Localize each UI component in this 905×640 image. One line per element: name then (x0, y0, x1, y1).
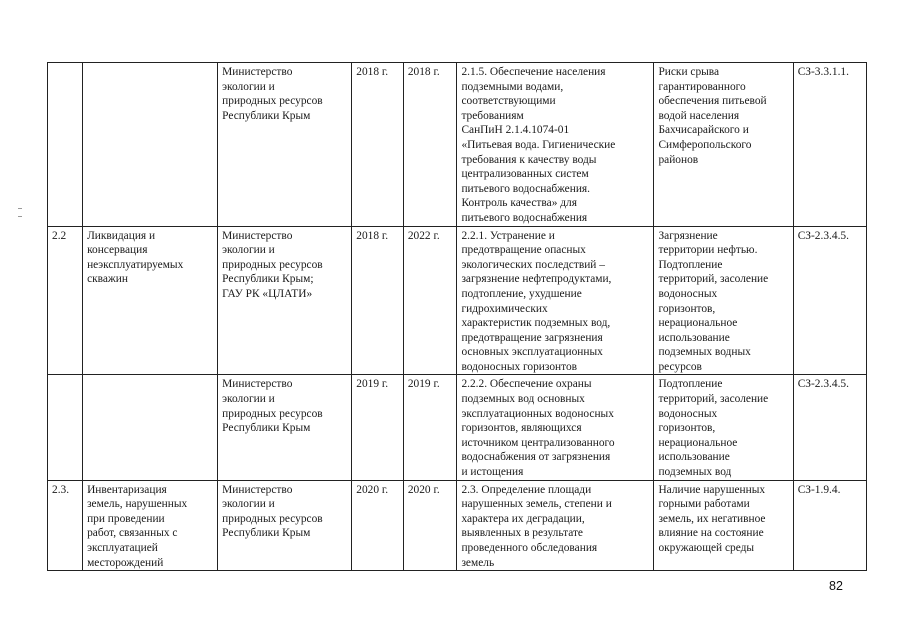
cell-year-end: 2019 г. (403, 375, 457, 480)
cell-code: СЗ-1.9.4. (793, 480, 866, 571)
cell-year-start: 2020 г. (352, 480, 404, 571)
cell-result: 2.1.5. Обеспечение населения подземными водами, соответствующими требованиям СанПиН 2.1.4.1074-01 «Питьевая вода. Гигиенические требования к качеству воды централизованных систем питьевого водоснабжения. Контроль качества» для питьевого водоснабжения (457, 63, 654, 227)
scan-margin-mark (18, 208, 22, 209)
cell-risk: Наличие нарушенных горными работами земель, их негативное влияние на состояние окружающей среды (654, 480, 793, 571)
cell-result: 2.2.2. Обеспечение охраны подземных вод основных эксплуатационных водоносных горизонтов, являющихся источником централизованного водоснабжения от загрязнения и истощения (457, 375, 654, 480)
scan-margin-mark (18, 216, 22, 217)
cell-risk: Риски срыва гарантированного обеспечения питьевой водой населения Бахчисарайского и Симферопольского районов (654, 63, 793, 227)
cell-year-end: 2018 г. (403, 63, 457, 227)
table-row (48, 63, 867, 227)
cell-year-start: 2019 г. (352, 375, 404, 480)
cell-code: СЗ-2.3.4.5. (793, 375, 866, 480)
cell-executor: Министерство экологии и природных ресурсов Республики Крым (218, 375, 352, 480)
cell-risk: Загрязнение территории нефтью. Подтопление территорий, засоление водоносных горизонтов, нерациональное использование подземных водных ресурсов (654, 226, 793, 375)
cell-result: 2.2.1. Устранение и предотвращение опасных экологических последствий – загрязнение нефтепродуктами, подтопление, ухудшение гидрохимических характеристик подземных вод, предотвращение загрязнения основных эксплуатационных водоносных горизонтов (457, 226, 654, 375)
cell-measure-name (83, 63, 218, 227)
table-row (48, 480, 867, 571)
cell-code: СЗ-3.3.1.1. (793, 63, 866, 227)
cell-executor: Министерство экологии и природных ресурсов Республики Крым (218, 480, 352, 571)
cell-measure-name (83, 375, 218, 480)
cell-executor: Министерство экологии и природных ресурсов Республики Крым (218, 63, 352, 227)
cell-number (48, 375, 83, 480)
measures-table (47, 62, 867, 571)
cell-result: 2.3. Определение площади нарушенных земель, степени и характера их деградации, выявленных в результате проведенного обследования земель (457, 480, 654, 571)
table-row (48, 375, 867, 480)
cell-number: 2.3. (48, 480, 83, 571)
cell-year-end: 2022 г. (403, 226, 457, 375)
cell-measure-name: Ликвидация и консервация неэксплуатируемых скважин (83, 226, 218, 375)
cell-year-start: 2018 г. (352, 226, 404, 375)
cell-risk: Подтопление территорий, засоление водоносных горизонтов, нерациональное использование подземных вод (654, 375, 793, 480)
cell-year-end: 2020 г. (403, 480, 457, 571)
cell-measure-name: Инвентаризация земель, нарушенных при проведении работ, связанных с эксплуатацией месторождений (83, 480, 218, 571)
cell-executor: Министерство экологии и природных ресурсов Республики Крым; ГАУ РК «ЦЛАТИ» (218, 226, 352, 375)
page-number: 82 (829, 579, 843, 593)
cell-number (48, 63, 83, 227)
table-row (48, 226, 867, 375)
cell-number: 2.2 (48, 226, 83, 375)
cell-year-start: 2018 г. (352, 63, 404, 227)
cell-code: СЗ-2.3.4.5. (793, 226, 866, 375)
